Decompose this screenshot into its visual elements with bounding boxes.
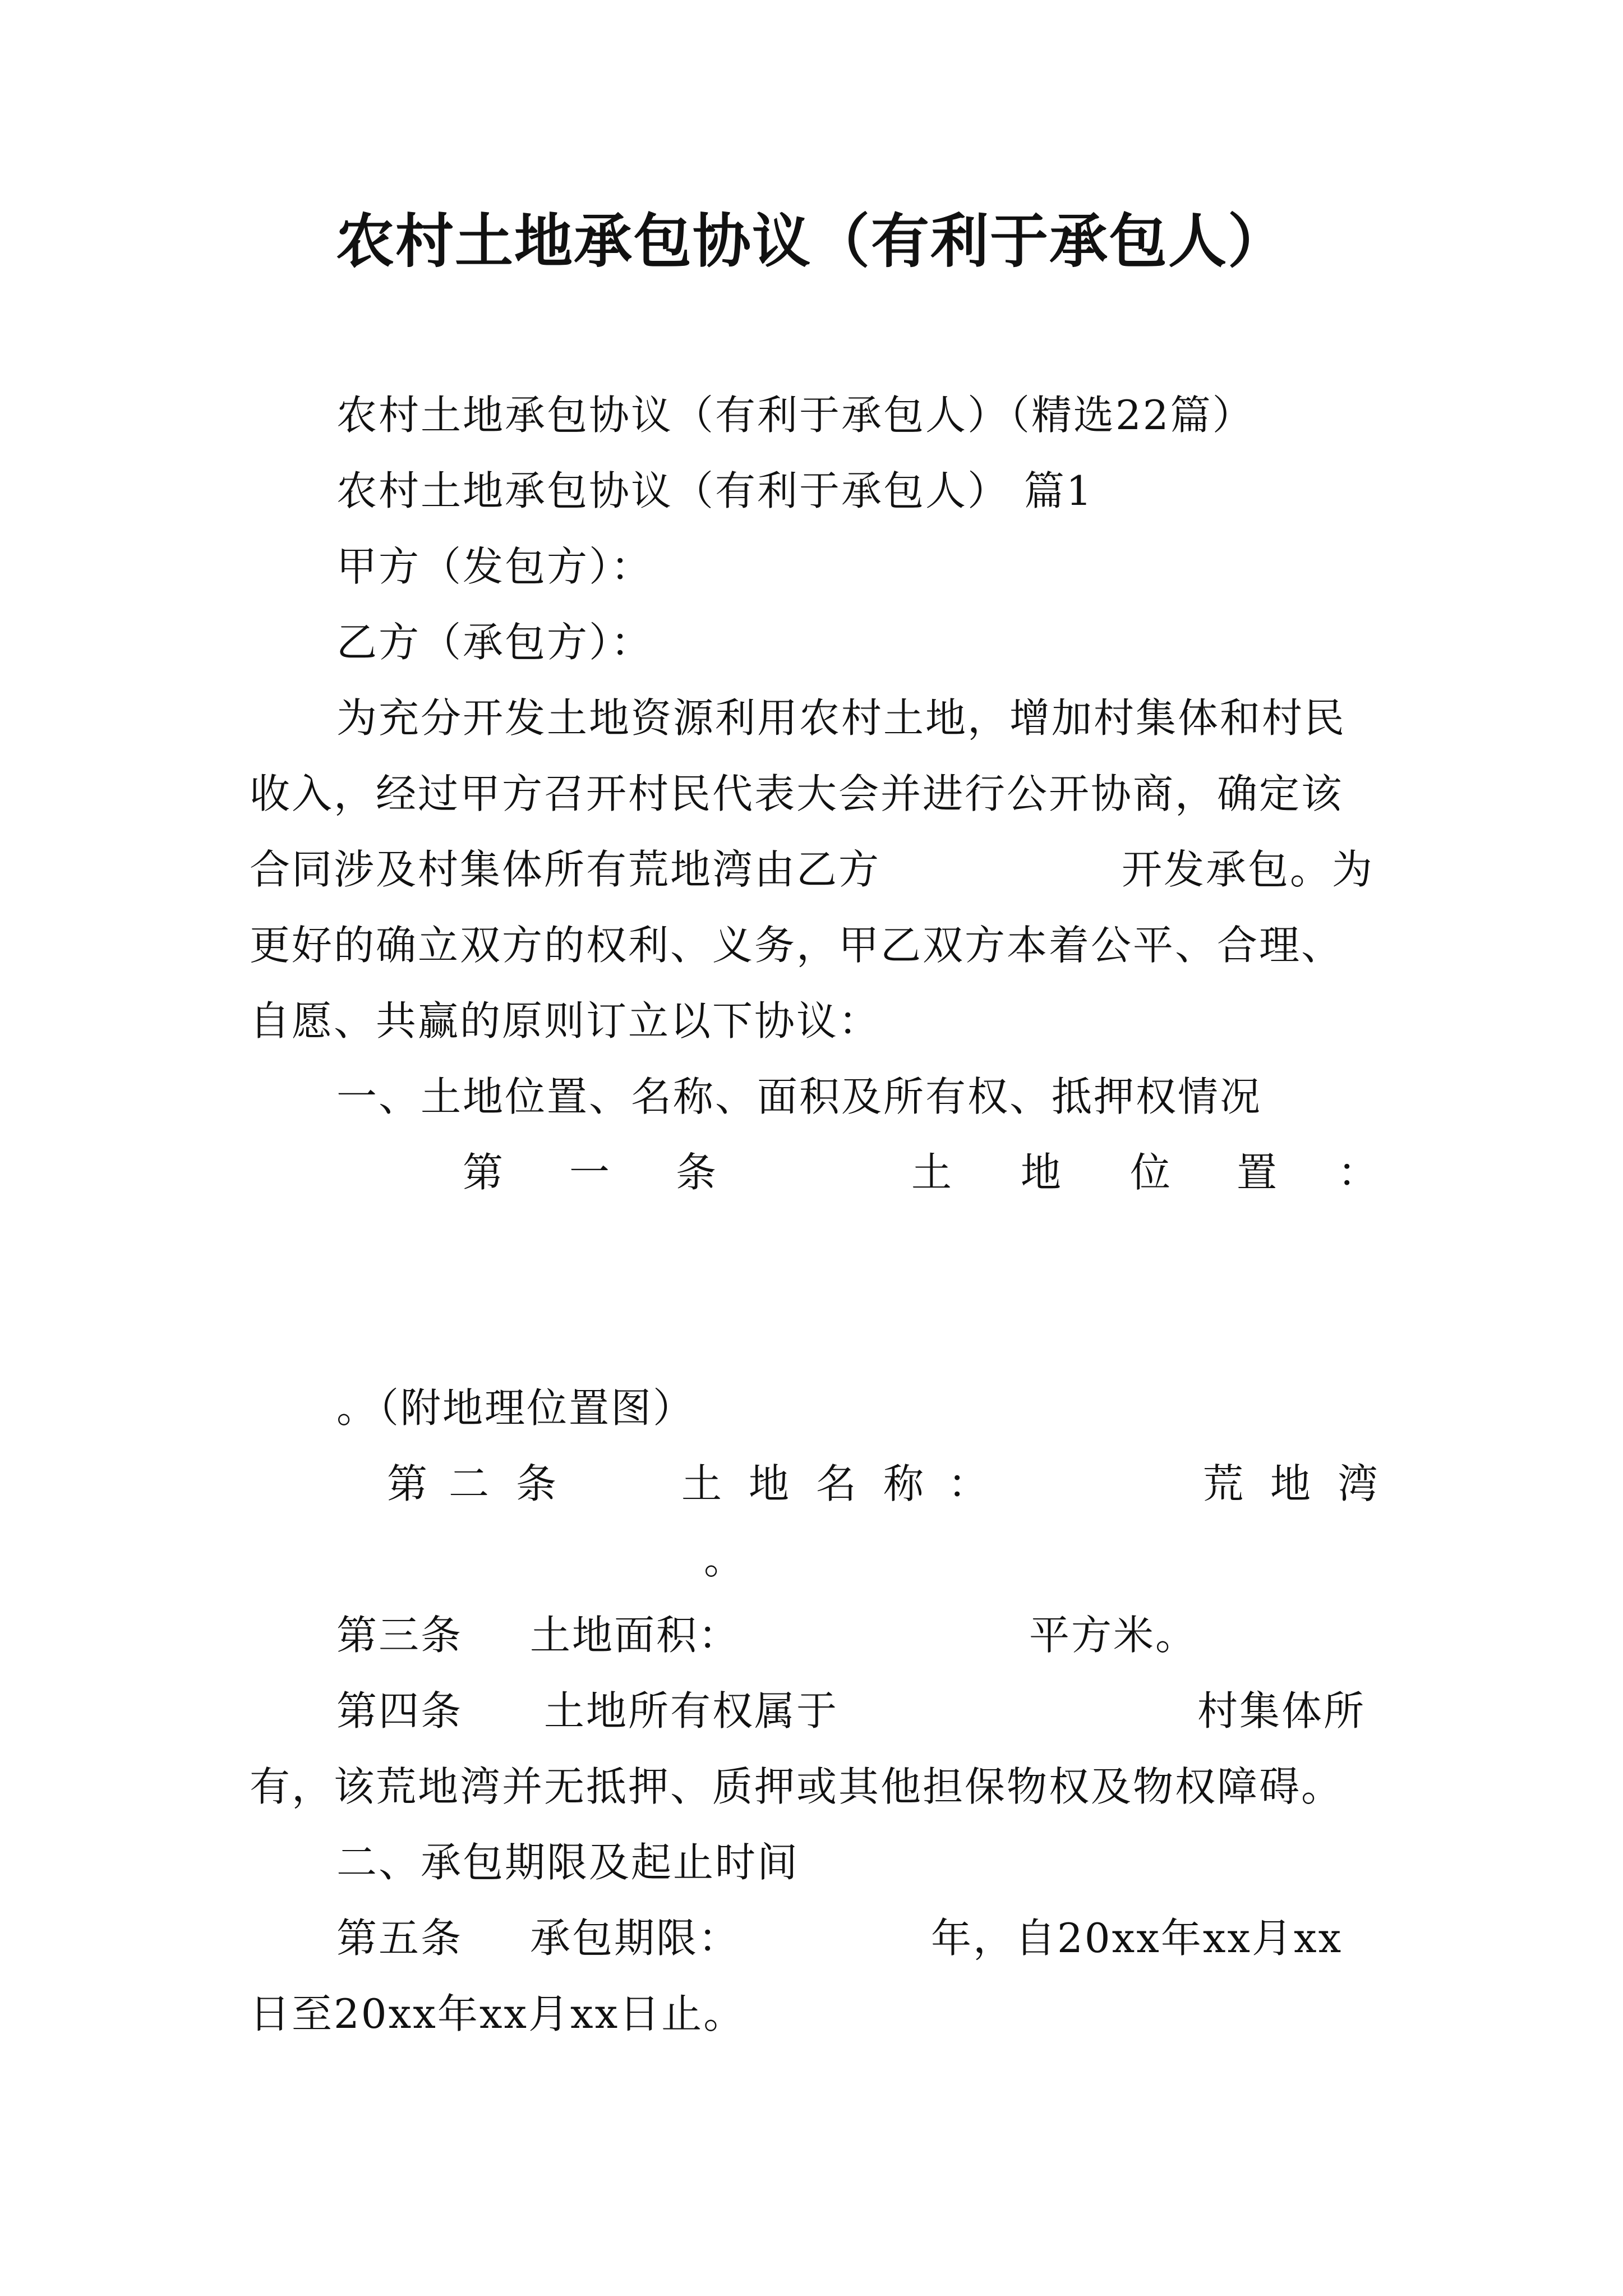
paragraph-intro-line-2: 收入，经过甲方召开村民代表大会并进行公开协商，确定该 xyxy=(250,770,1344,817)
article-2-char: 二 xyxy=(449,1460,490,1507)
article-3-unit: 平方米。 xyxy=(1029,1612,1198,1659)
article-2-end: 。 xyxy=(704,1536,746,1583)
article-4-tail: 村集体所 xyxy=(1197,1687,1366,1734)
paragraph-intro-line-1: 为充分开发土地资源利用农村土地，增加村集体和村民 xyxy=(336,694,1347,742)
subtitle-collection: 农村土地承包协议（有利于承包人）（精选22篇） xyxy=(336,392,1255,439)
party-b-label: 乙方（承包方）： xyxy=(336,619,653,666)
article-5-line-2: 日至20xx年xx月xx日止。 xyxy=(250,1990,746,2037)
article-2-char: ： xyxy=(948,1460,989,1507)
article-1-char: 土 xyxy=(911,1149,952,1196)
party-a-label: 甲方（发包方）： xyxy=(336,543,653,590)
article-5-field: 承包期限： xyxy=(530,1915,741,1962)
article-2-char: 条 xyxy=(516,1460,557,1507)
subtitle-part-1: 农村土地承包协议（有利于承包人） 篇1 xyxy=(336,467,1094,514)
article-3-field: 土地面积： xyxy=(530,1612,741,1659)
paragraph-intro-line-5: 自愿、共赢的原则订立以下协议： xyxy=(250,997,881,1045)
article-2-char: 称 xyxy=(883,1460,924,1507)
article-2-char: 名 xyxy=(816,1460,857,1507)
article-4-field: 土地所有权属于 xyxy=(544,1687,839,1734)
article-5-date-start: 年，自20xx年xx月xx xyxy=(931,1915,1343,1962)
paragraph-intro-line-3a: 合同涉及村集体所有荒地湾由乙方 xyxy=(250,846,881,893)
article-1-char: ： xyxy=(1338,1149,1378,1196)
article-2-char: 土 xyxy=(681,1460,722,1507)
article-3-label: 第三条 xyxy=(336,1612,463,1659)
article-5-label: 第五条 xyxy=(336,1915,463,1962)
article-2-char: 地 xyxy=(1270,1460,1311,1507)
article-1-char: 位 xyxy=(1130,1149,1171,1196)
article-1-map-note: 。（附地理位置图） xyxy=(336,1384,695,1432)
article-2-char: 第 xyxy=(387,1460,428,1507)
article-2-char: 湾 xyxy=(1338,1460,1378,1507)
article-1-char: 条 xyxy=(676,1149,717,1196)
section-heading-1: 一、土地位置、名称、面积及所有权、抵押权情况 xyxy=(336,1073,1262,1120)
paragraph-intro-line-3b: 开发承包。为 xyxy=(1122,846,1375,893)
article-4-label: 第四条 xyxy=(336,1687,463,1734)
article-2-char: 荒 xyxy=(1203,1460,1244,1507)
section-heading-2: 二、承包期限及起止时间 xyxy=(336,1839,800,1886)
article-2-char: 地 xyxy=(749,1460,790,1507)
article-1-char: 地 xyxy=(1021,1149,1062,1196)
article-1-char: 置 xyxy=(1237,1149,1278,1196)
article-1-char: 一 xyxy=(569,1149,610,1196)
article-4-line-2: 有，该荒地湾并无抵押、质押或其他担保物权及物权障碍。 xyxy=(250,1763,1344,1810)
document-title: 农村土地承包协议（有利于承包人） xyxy=(335,207,1287,275)
article-1-char: 第 xyxy=(463,1149,504,1196)
paragraph-intro-line-4: 更好的确立双方的权利、义务，甲乙双方本着公平、合理、 xyxy=(250,922,1344,969)
